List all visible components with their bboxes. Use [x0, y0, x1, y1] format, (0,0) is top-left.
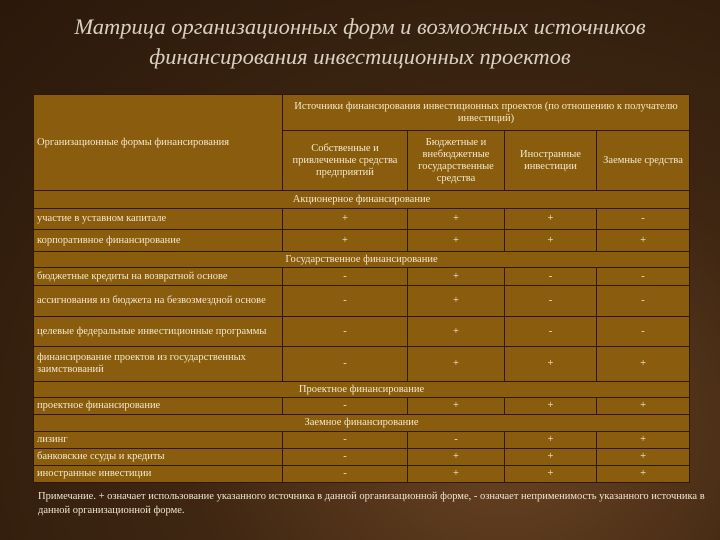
row-label: финансирование проектов из государственных заимствований — [34, 347, 283, 382]
table-row — [34, 347, 690, 382]
table-row — [34, 317, 690, 347]
column-header: Заемные средства — [597, 131, 690, 191]
matrix-cell: - — [597, 209, 690, 230]
matrix-cell: + — [597, 432, 690, 449]
row-label: проектное финансирование — [34, 398, 283, 415]
row-label: корпоративное финансирование — [34, 230, 283, 252]
matrix-cell: + — [408, 398, 505, 415]
matrix-cell: + — [505, 230, 597, 252]
matrix-cell: - — [408, 432, 505, 449]
matrix-cell: - — [283, 286, 408, 317]
matrix-cell: + — [408, 268, 505, 286]
matrix-cell: - — [283, 398, 408, 415]
matrix-cell: + — [597, 347, 690, 382]
row-header: Организационные формы финансирования — [34, 95, 283, 191]
table-row — [34, 432, 690, 449]
section-title: Государственное финансирование — [34, 252, 690, 268]
matrix-cell: - — [505, 268, 597, 286]
matrix-cell: + — [505, 398, 597, 415]
matrix-cell: + — [597, 466, 690, 483]
row-label: банковские ссуды и кредиты — [34, 449, 283, 466]
column-header: Собственные и привлеченные средства предприятий — [283, 131, 408, 191]
matrix-cell: + — [408, 209, 505, 230]
matrix-cell: - — [283, 268, 408, 286]
section-row — [34, 382, 690, 398]
matrix-cell: + — [505, 449, 597, 466]
column-header: Иностранные инвестиции — [505, 131, 597, 191]
matrix-cell: - — [505, 286, 597, 317]
row-label: ассигнования из бюджета на безвозмездной основе — [34, 286, 283, 317]
row-label: целевые федеральные инвестиционные программы — [34, 317, 283, 347]
section-title: Проектное финансирование — [34, 382, 690, 398]
matrix-cell: + — [408, 317, 505, 347]
section-row — [34, 415, 690, 432]
table-row — [34, 449, 690, 466]
matrix-cell: - — [283, 449, 408, 466]
matrix-cell: - — [597, 268, 690, 286]
table-row — [34, 268, 690, 286]
matrix-cell: + — [505, 347, 597, 382]
table-row — [34, 230, 690, 252]
column-header: Бюджетные и внебюджетные государственные средства — [408, 131, 505, 191]
footnote: Примечание. + означает использование указанного источника в данной организационной форме, - означает неприменимость указанного источника в данной организационной форме. — [38, 491, 705, 516]
matrix-cell: + — [408, 230, 505, 252]
matrix-cell: + — [283, 230, 408, 252]
table-row — [34, 209, 690, 230]
matrix-cell: - — [597, 286, 690, 317]
matrix-cell: + — [283, 209, 408, 230]
row-label: лизинг — [34, 432, 283, 449]
section-row — [34, 191, 690, 209]
table-row — [34, 398, 690, 415]
section-title: Заемное финансирование — [34, 415, 690, 432]
matrix-cell: + — [408, 286, 505, 317]
matrix-cell: - — [283, 347, 408, 382]
financing-matrix-table — [33, 94, 690, 483]
matrix-cell: - — [283, 466, 408, 483]
row-label: участие в уставном капитале — [34, 209, 283, 230]
row-label: бюджетные кредиты на возвратной основе — [34, 268, 283, 286]
table-row — [34, 286, 690, 317]
matrix-cell: - — [597, 317, 690, 347]
matrix-cell: + — [408, 466, 505, 483]
matrix-cell: + — [408, 449, 505, 466]
matrix-cell: - — [283, 432, 408, 449]
matrix-cell: + — [597, 398, 690, 415]
slide-title: Матрица организационных форм и возможных источников финансирования инвестиционных проектов — [74, 14, 646, 69]
row-label: иностранные инвестиции — [34, 466, 283, 483]
table-row — [34, 466, 690, 483]
matrix-cell: + — [597, 230, 690, 252]
matrix-cell: + — [505, 466, 597, 483]
matrix-cell: - — [505, 317, 597, 347]
section-title: Акционерное финансирование — [34, 191, 690, 209]
matrix-cell: + — [597, 449, 690, 466]
matrix-cell: - — [283, 317, 408, 347]
matrix-cell: + — [408, 347, 505, 382]
matrix-cell: + — [505, 209, 597, 230]
matrix-cell: + — [505, 432, 597, 449]
section-row — [34, 252, 690, 268]
group-header: Источники финансирования инвестиционных проектов (по отношению к получателю инвестиций) — [283, 95, 690, 131]
